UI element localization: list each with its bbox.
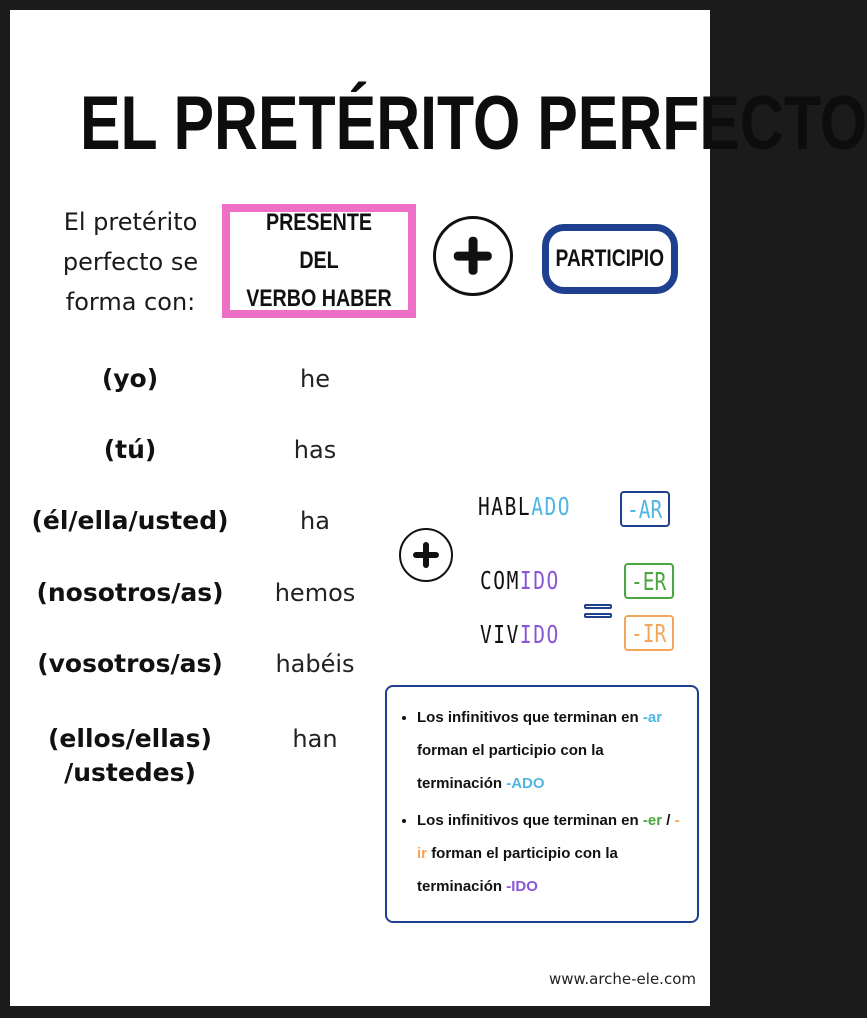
ending-ir-label: -IR [631, 618, 667, 648]
plus-icon [433, 216, 513, 296]
ending-ar-box [620, 491, 670, 527]
participle-stem: VIV [480, 620, 520, 649]
rule-er-ir: • Los infinitivos que terminan en -er / -ir forman el participio con la terminación -IDO [417, 804, 685, 903]
participle-ending-ido: IDO [519, 566, 560, 595]
pronoun-el-ella-usted: (él/ella/usted) [31, 506, 229, 535]
verb-habeis: habéis [275, 650, 355, 678]
rule-ar: • Los infinitivos que terminan en -ar forman el participio con la terminación -ADO [417, 701, 685, 800]
participle-vivido [480, 620, 560, 649]
participle-comido [480, 566, 560, 595]
intro-text: El pretérito perfecto se forma con: [62, 208, 199, 316]
ending-er-box [624, 563, 674, 599]
participio-box [542, 224, 678, 294]
pronoun-vosotros: (vosotros/as) [37, 649, 223, 678]
participle-ending-ado: ADO [531, 492, 572, 521]
verb-he: he [300, 365, 330, 393]
haber-box-label: PRESENTE DEL VERBO HABER [246, 209, 392, 312]
ending-ir-box [624, 615, 674, 651]
verb-has: has [293, 436, 337, 464]
pronoun-ellos-ellas-ustedes: (ellos/ellas) /ustedes) [48, 724, 212, 787]
plus-icon-participle [399, 528, 453, 582]
haber-box [222, 204, 416, 318]
rules-box [385, 685, 699, 923]
pronoun-yo: (yo) [101, 364, 159, 393]
participle-hablado [478, 492, 571, 521]
verb-han: han [292, 725, 338, 753]
participio-box-label: PARTICIPIO [555, 245, 665, 272]
verb-ha: ha [300, 507, 330, 535]
verb-hemos: hemos [274, 579, 356, 607]
page-title: EL PRETÉRITO PERFECTO [80, 81, 867, 166]
ending-ar-label: -AR [627, 494, 663, 524]
pronoun-tu: (tú) [103, 435, 157, 464]
pronoun-nosotros: (nosotros/as) [36, 578, 224, 607]
participle-stem: HABL [478, 492, 532, 521]
ending-er-label: -ER [631, 566, 667, 596]
footer-url[interactable]: www.arche-ele.com [548, 970, 696, 988]
participle-stem: COM [480, 566, 520, 595]
poster [10, 10, 867, 1006]
equals-icon [584, 600, 612, 622]
participle-ending-ido: IDO [519, 620, 560, 649]
